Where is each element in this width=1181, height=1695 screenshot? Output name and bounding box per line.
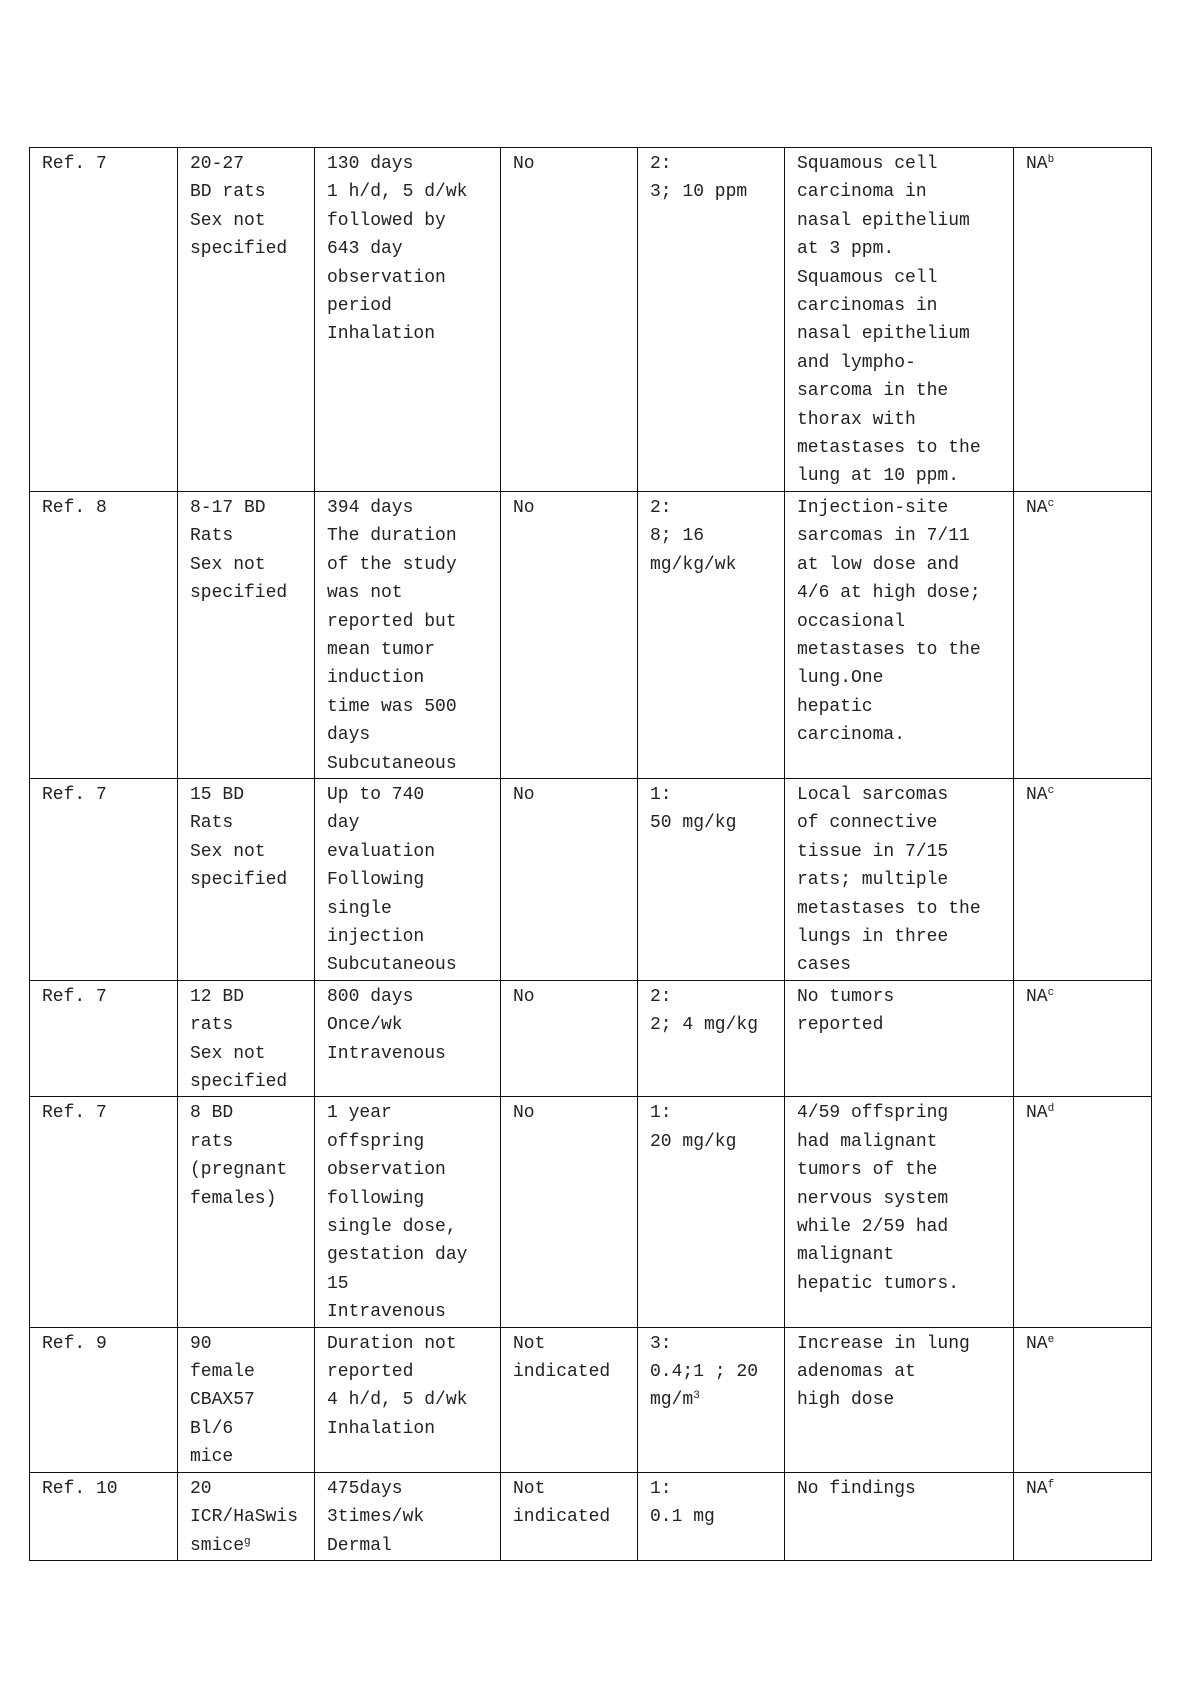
cell-text: 3: 0.4;1 ; 20 mg/m: [650, 1333, 759, 1411]
table-row: [30, 1472, 1152, 1560]
cell-text: Ref. 10: [42, 1478, 118, 1499]
cell-duration-route: [315, 491, 501, 778]
footnote-marker: c: [1047, 986, 1055, 999]
cell-text: 15 BD Rats Sex not specified: [190, 784, 288, 891]
cell-text: Injection-site sarcomas in 7/11 at low dose and 4/6 at high dose; occasional metastases to the lung.One hepatic carcinoma.: [797, 497, 981, 746]
cell-text: Ref. 8: [42, 497, 107, 518]
cell-duration-route: [315, 1327, 501, 1472]
cell-text: Squamous cell carcinoma in nasal epithelium at 3 ppm. Squamous cell carcinomas in nasal epithelium and lympho- sarcoma in the thorax with metastases to the lung at 10 ppm.: [797, 154, 981, 487]
cell-text: 1: 20 mg/kg: [650, 1103, 737, 1152]
footnote-marker: b: [1047, 154, 1055, 166]
cell-control: [501, 980, 638, 1097]
cell-text: 8-17 BD Rats Sex not specified: [190, 497, 288, 604]
cell-duration-route: [315, 1097, 501, 1327]
footnote-marker: e: [1047, 1333, 1055, 1346]
cell-species-group: [178, 148, 315, 492]
cell-reference: [30, 148, 178, 492]
cell-species-group: [178, 778, 315, 980]
cell-text: No tumors reported: [797, 986, 895, 1036]
cell-text: NA: [1026, 784, 1048, 805]
cell-notes: [1014, 491, 1152, 778]
cell-dose-groups: [638, 980, 785, 1097]
cell-reference: [30, 1097, 178, 1327]
cell-notes: [1014, 980, 1152, 1097]
footnote-marker: g: [244, 1535, 251, 1548]
cell-text: Increase in lung adenomas at high dose: [797, 1333, 970, 1411]
cell-text: 2: 8; 16 mg/kg/wk: [650, 497, 737, 575]
cell-species-group: [178, 980, 315, 1097]
cell-text: NA: [1026, 154, 1048, 174]
cell-text: 90 female CBAX57 Bl/6 mice: [190, 1333, 255, 1468]
cell-text: No: [513, 497, 535, 518]
cell-findings: [785, 1327, 1014, 1472]
cell-text: NA: [1026, 1333, 1048, 1354]
cell-control: [501, 491, 638, 778]
cell-control: [501, 778, 638, 980]
footnote-marker: 3: [693, 1390, 700, 1403]
cell-reference: [30, 1472, 178, 1560]
cell-dose-groups: [638, 491, 785, 778]
cell-reference: [30, 778, 178, 980]
cell-notes: [1014, 1472, 1152, 1560]
footnote-marker: c: [1047, 784, 1055, 797]
cell-text: Up to 740 day evaluation Following single injection Subcutaneous: [327, 784, 457, 976]
cell-text: 12 BD rats Sex not specified: [190, 986, 288, 1092]
cell-text: 4/59 offspring had malignant tumors of the nervous system while 2/59 had malignant hepatic tumors.: [797, 1103, 960, 1294]
cell-text: No: [513, 986, 535, 1007]
cell-reference: [30, 491, 178, 778]
cell-species-group: [178, 491, 315, 778]
cell-notes: [1014, 1097, 1152, 1327]
cell-text: NA: [1026, 497, 1048, 518]
cell-findings: [785, 980, 1014, 1097]
cell-dose-groups: [638, 1472, 785, 1560]
table-row: [30, 980, 1152, 1097]
cell-notes: [1014, 1327, 1152, 1472]
cell-text: Ref. 7: [42, 1103, 107, 1124]
cell-text: Duration not reported 4 h/d, 5 d/wk Inhalation: [327, 1333, 468, 1439]
cell-reference: [30, 980, 178, 1097]
cell-text: Not indicated: [513, 1333, 611, 1383]
cell-control: [501, 1327, 638, 1472]
table-row: [30, 1327, 1152, 1472]
cell-text: 1 year offspring observation following single dose, gestation day 15 Intravenous: [327, 1103, 468, 1323]
cell-findings: [785, 1472, 1014, 1560]
cell-dose-groups: [638, 1097, 785, 1327]
cell-text: No: [513, 154, 535, 174]
cell-findings: [785, 491, 1014, 778]
cell-species-group: [178, 1472, 315, 1560]
cell-text: 20 ICR/HaSwis smice: [190, 1478, 299, 1556]
cell-text: Not indicated: [513, 1478, 611, 1528]
cell-text: 8 BD rats (pregnant females): [190, 1103, 288, 1209]
cell-findings: [785, 1097, 1014, 1327]
table-body: [30, 148, 1152, 1561]
table-row: [30, 778, 1152, 980]
cell-dose-groups: [638, 1327, 785, 1472]
cell-text: Ref. 9: [42, 1333, 107, 1354]
carcinogenicity-studies-table: [29, 147, 1152, 1561]
cell-species-group: [178, 1097, 315, 1327]
cell-text: No: [513, 784, 535, 805]
cell-text: 2: 2; 4 mg/kg: [650, 986, 759, 1036]
table-row: [30, 148, 1152, 492]
cell-text: Ref. 7: [42, 986, 107, 1007]
cell-text: No: [513, 1103, 535, 1124]
cell-dose-groups: [638, 148, 785, 492]
cell-text: 1: 50 mg/kg: [650, 784, 737, 834]
cell-text: 1: 0.1 mg: [650, 1478, 715, 1528]
cell-text: 2: 3; 10 ppm: [650, 154, 748, 203]
cell-control: [501, 1097, 638, 1327]
cell-control: [501, 1472, 638, 1560]
cell-reference: [30, 1327, 178, 1472]
cell-duration-route: [315, 148, 501, 492]
cell-text: NA: [1026, 1103, 1048, 1124]
cell-text: NA: [1026, 986, 1048, 1007]
cell-species-group: [178, 1327, 315, 1472]
cell-text: No findings: [797, 1478, 916, 1499]
footnote-marker: d: [1047, 1103, 1055, 1116]
cell-notes: [1014, 778, 1152, 980]
footnote-marker: c: [1047, 497, 1055, 510]
table-row: [30, 491, 1152, 778]
table-row: [30, 1097, 1152, 1327]
cell-text: Local sarcomas of connective tissue in 7/15 rats; multiple metastases to the lungs in three cases: [797, 784, 981, 976]
footnote-marker: f: [1047, 1478, 1055, 1491]
cell-duration-route: [315, 980, 501, 1097]
cell-findings: [785, 148, 1014, 492]
cell-text: 394 days The duration of the study was not reported but mean tumor induction time was 500 days Subcutaneous: [327, 497, 457, 774]
cell-text: NA: [1026, 1478, 1048, 1499]
cell-findings: [785, 778, 1014, 980]
cell-text: Ref. 7: [42, 154, 107, 174]
cell-text: Ref. 7: [42, 784, 107, 805]
cell-text: 20-27 BD rats Sex not specified: [190, 154, 288, 260]
cell-text: 475days 3times/wk Dermal: [327, 1478, 425, 1556]
cell-text: 130 days 1 h/d, 5 d/wk followed by 643 day observation period Inhalation: [327, 154, 468, 345]
cell-notes: [1014, 148, 1152, 492]
cell-duration-route: [315, 778, 501, 980]
cell-duration-route: [315, 1472, 501, 1560]
cell-dose-groups: [638, 778, 785, 980]
cell-control: [501, 148, 638, 492]
cell-text: 800 days Once/wk Intravenous: [327, 986, 446, 1064]
